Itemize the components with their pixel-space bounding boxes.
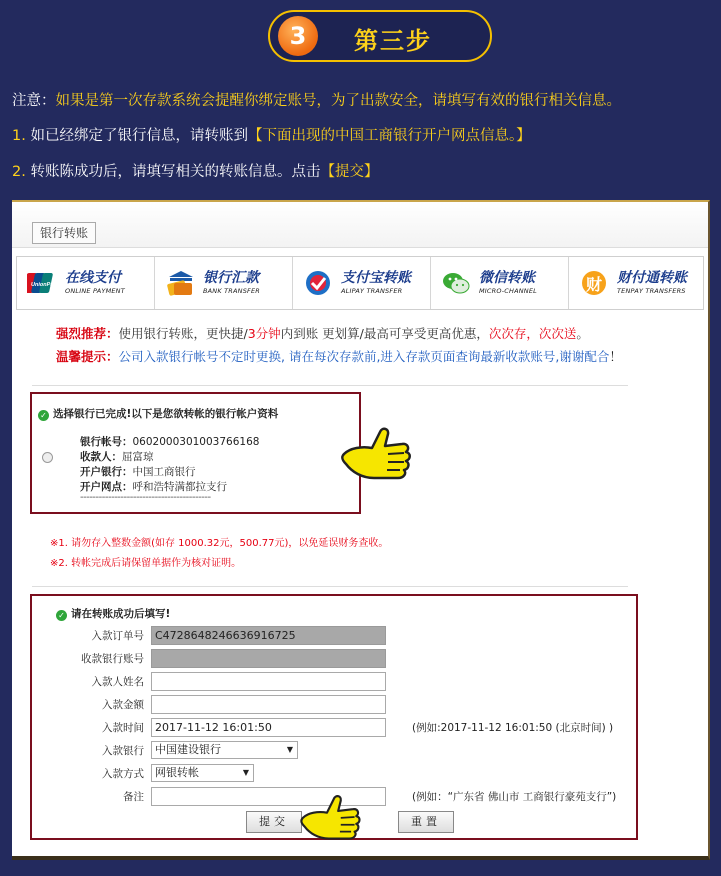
- deposit-screenshot: [12, 200, 710, 860]
- divider: [32, 385, 628, 386]
- payment-method-tenpay[interactable]: 财 财付通转账 TENPAY TRANSFERS: [569, 257, 707, 309]
- time-label: 入款时间: [102, 722, 144, 734]
- form-title: ✓ 请在转账成功后填写!: [56, 606, 170, 621]
- wechat-icon: [441, 269, 471, 297]
- bank-account-box: [30, 392, 361, 514]
- unionpay-icon: [27, 269, 57, 297]
- time-hint: (例如:2017-11-12 16:01:50 (北京时间) ): [412, 722, 614, 734]
- receiving-account-label: 收款银行账号: [81, 653, 144, 665]
- payment-method-online[interactable]: UnionPay 在线支付 ONLINE PAYMENT: [17, 257, 155, 309]
- account-box-title: ✓ 选择银行已完成!以下是您欲转帐的银行帐户资料: [38, 406, 278, 421]
- payee-row: 收款人：屈富琼: [80, 451, 154, 463]
- instruction-item-1: 1. 如已经绑定了银行信息，请转账到【下面出现的中国工商银行开户网点信息。】: [12, 128, 531, 144]
- tenpay-icon: [579, 269, 609, 297]
- account-radio[interactable]: [42, 452, 53, 463]
- remark-hint: (例如：“广东省 佛山市 工商银行豪苑支行”): [412, 791, 617, 803]
- branch-row: 开户网点：呼和浩特满都拉支行: [80, 481, 227, 493]
- payment-method-wechat[interactable]: 微信转账 MICRO-CHANNEL: [431, 257, 569, 309]
- svg-text:财: 财: [586, 275, 603, 294]
- alipay-icon: [303, 269, 333, 297]
- depositor-label: 入款人姓名: [91, 676, 144, 688]
- dropdown-arrow-icon: ▼: [242, 768, 249, 777]
- method-label: 入款方式: [102, 768, 144, 780]
- tab-bar: [12, 202, 708, 248]
- reminder-text: 温馨提示：公司入款银行帐号不定时更换, 请在每次存款前,进入存款页面查询最新收款账号,谢谢配合！: [56, 349, 622, 364]
- step-badge: [268, 10, 492, 62]
- bank-card-icon: [165, 269, 195, 297]
- dropdown-arrow-icon: ▼: [286, 745, 293, 754]
- amount-input[interactable]: [151, 695, 386, 714]
- deposit-time-input[interactable]: 2017-11-12 16:01:50: [151, 718, 386, 737]
- pointing-hand-icon: [340, 424, 418, 482]
- pointing-hand-icon: [294, 792, 372, 842]
- warning-1: ※1. 请勿存入整数金额(如存 1000.32元，500.77元)，以免延误财务查收。: [50, 538, 389, 549]
- svg-text:UnionPay: UnionPay: [31, 282, 57, 288]
- bank-account-row: 银行帐号：0602000301003766168: [80, 436, 260, 448]
- instruction-item-2: 2. 转账陈成功后，请填写相关的转账信息。点击【提交】: [12, 164, 379, 180]
- deposit-method-select[interactable]: 网银转帐 ▼: [151, 764, 254, 782]
- submit-button[interactable]: 提交: [246, 811, 302, 833]
- bank-row: 开户银行：中国工商银行: [80, 466, 196, 478]
- check-icon: ✓: [38, 410, 49, 421]
- deposit-bank-select[interactable]: 中国建设银行 ▼: [151, 741, 298, 759]
- depositor-name-input[interactable]: [151, 672, 386, 691]
- step-title: 第三步: [354, 27, 432, 55]
- payment-method-bar: [16, 256, 704, 310]
- tab-bank-transfer[interactable]: 银行转账: [32, 222, 96, 244]
- reset-button[interactable]: 重置: [398, 811, 454, 833]
- amount-label: 入款金额: [102, 699, 144, 711]
- recommend-text: 强烈推荐：使用银行转账，更快捷/3分钟内到账 更划算/最高可享受更高优惠，次次存，次次送。: [56, 326, 589, 341]
- transfer-form: [30, 594, 638, 840]
- step-number: 3: [278, 16, 318, 56]
- payment-method-alipay[interactable]: 支付宝转账 ALIPAY TRANSFER: [293, 257, 431, 309]
- remark-label: 备注: [123, 791, 144, 803]
- receiving-account-field[interactable]: [151, 649, 386, 668]
- order-label: 入款订单号: [91, 630, 144, 642]
- separator-line: ------------------------------------------: [80, 492, 211, 503]
- check-icon: ✓: [56, 610, 67, 621]
- warning-2: ※2. 转帐完成后请保留单据作为核对证明。: [50, 558, 242, 569]
- order-number-field[interactable]: C4728648246636916725: [151, 626, 386, 645]
- bank-label: 入款银行: [102, 745, 144, 757]
- divider: [32, 586, 628, 587]
- instruction-note: 注意：如果是第一次存款系统会提醒你绑定账号，为了出款安全，请填写有效的银行相关信息。: [12, 93, 621, 109]
- payment-method-bank[interactable]: 银行汇款 BANK TRANSFER: [155, 257, 293, 309]
